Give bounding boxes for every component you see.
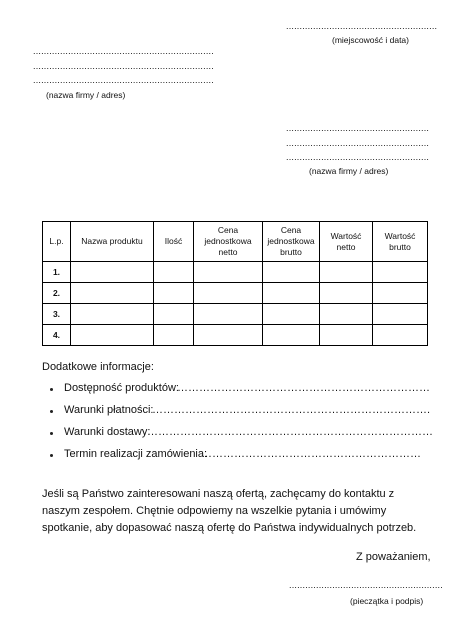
cell-value-gross	[373, 325, 428, 346]
offer-table	[42, 221, 428, 346]
list-item-dots: ………………………………………………………………….	[152, 404, 431, 416]
row-number: 3.	[43, 304, 71, 325]
list-item	[50, 426, 433, 441]
cell-unit-price-net	[194, 283, 263, 304]
cell-product-name	[71, 325, 154, 346]
bullet-icon	[50, 432, 53, 435]
table-row	[43, 304, 428, 325]
list-item	[50, 405, 430, 419]
cell-quantity	[154, 283, 194, 304]
cell-value-gross	[373, 283, 428, 304]
row-number: 2.	[43, 283, 71, 304]
sender-line-3: ...................................................................	[33, 75, 214, 85]
cell-unit-price-gross	[263, 262, 320, 283]
table-row	[43, 283, 428, 304]
place-date-line: ........................................................	[286, 21, 438, 31]
cell-unit-price-net	[194, 262, 263, 283]
closing-salutation: Z poważaniem,	[356, 551, 431, 563]
table-row	[43, 325, 428, 346]
cell-unit-price-gross	[263, 283, 320, 304]
list-item-label: Warunki płatności:	[64, 404, 154, 416]
cell-product-name	[71, 283, 154, 304]
cell-value-net	[320, 304, 373, 325]
cell-unit-price-net	[194, 325, 263, 346]
header-quantity: Ilość	[154, 222, 194, 262]
recipient-line-2: .....................................................	[286, 138, 430, 148]
additional-info-title: Dodatkowe informacje:	[42, 361, 154, 373]
bullet-icon	[50, 410, 53, 413]
list-item-label: Dostępność produktów:	[64, 382, 179, 394]
recipient-line-3: .....................................................	[286, 152, 430, 162]
cell-value-net	[320, 262, 373, 283]
signature-caption: (pieczątka i podpis)	[350, 596, 424, 606]
list-item-dots: ……………………………………………………	[201, 448, 421, 460]
cell-product-name	[71, 304, 154, 325]
header-value-net: Wartość netto	[320, 222, 373, 262]
table-header-row	[43, 222, 428, 262]
cell-unit-price-gross	[263, 304, 320, 325]
row-number: 1.	[43, 262, 71, 283]
header-value-gross: Wartość brutto	[373, 222, 428, 262]
row-number: 4.	[43, 325, 71, 346]
cell-unit-price-net	[194, 304, 263, 325]
cell-value-net	[320, 325, 373, 346]
place-date-caption: (miejscowość i data)	[332, 35, 409, 45]
bullet-icon	[50, 454, 53, 457]
cell-quantity	[154, 262, 194, 283]
header-unit-price-gross: Cena jednostkowa brutto	[263, 222, 320, 262]
recipient-line-1: .....................................................	[286, 123, 430, 133]
cell-unit-price-gross	[263, 325, 320, 346]
sender-line-2: ...................................................................	[33, 61, 214, 71]
cell-value-gross	[373, 304, 428, 325]
cell-value-gross	[373, 262, 428, 283]
closing-paragraph: Jeśli są Państwo zainteresowani naszą ofertą, zachęcamy do kontaktu z naszym zespołem. Chętnie odpowiemy na wszelkie pytania i umówimy spotkanie, aby dopasować naszą ofertę do Państwa indywidualnych potrzeb.	[42, 488, 417, 534]
cell-product-name	[71, 262, 154, 283]
table-row	[43, 262, 428, 283]
signature-line: .........................................................	[289, 580, 443, 590]
cell-value-net	[320, 283, 373, 304]
header-lp: L.p.	[43, 222, 71, 262]
cell-quantity	[154, 325, 194, 346]
list-item-label: Termin realizacji zamówienia:	[64, 448, 208, 460]
sender-caption: (nazwa firmy / adres)	[46, 90, 126, 100]
header-product-name: Nazwa produktu	[71, 222, 154, 262]
list-item-dots: ……………………………………………………………	[177, 382, 430, 394]
cell-quantity	[154, 304, 194, 325]
header-unit-price-net: Cena jednostkowa netto	[194, 222, 263, 262]
list-item-label: Warunki dostawy:	[64, 426, 151, 438]
list-item	[50, 449, 430, 463]
sender-line-1: ...................................................................	[33, 46, 214, 56]
list-item	[50, 383, 430, 397]
bullet-icon	[50, 388, 53, 391]
recipient-caption: (nazwa firmy / adres)	[309, 166, 389, 176]
list-item-dots: ……………………………………………………………………	[147, 426, 433, 438]
